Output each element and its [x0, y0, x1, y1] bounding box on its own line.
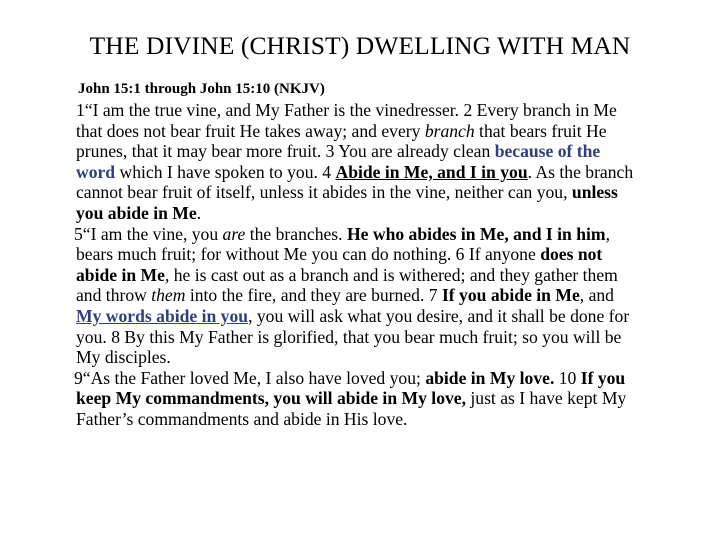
- emphasized-text: keep My commandments, you will abide in My love,: [76, 388, 466, 409]
- verse-line: [76, 327, 716, 348]
- verse-text: , he is cast out as a branch and is withered; and they gather them: [164, 264, 618, 285]
- verse-text: Father’s commandments and abide in His love.: [76, 408, 408, 429]
- verse-text: My disciples.: [76, 347, 171, 368]
- verse-text: 5“I am the vine, you: [74, 223, 223, 244]
- verse-text: 1“I am the true vine, and My Father is the vinedresser. 2 Every branch in Me: [76, 100, 617, 120]
- emphasized-text: abide in My love.: [425, 367, 555, 388]
- verse-line: [76, 265, 716, 286]
- verse-line: [76, 388, 716, 409]
- italic-text: branch: [424, 120, 475, 141]
- verse-line: [76, 285, 716, 306]
- verse-text: 9“As the Father loved Me, I also have loved you;: [74, 367, 426, 388]
- verse-text: that does not bear fruit He takes away; and every: [76, 120, 425, 141]
- verse-line: [76, 306, 716, 327]
- italic-text: them: [151, 285, 186, 306]
- verse-line: [76, 121, 716, 142]
- emphasized-text: abide in Me: [76, 264, 165, 285]
- emphasized-text: If you: [580, 367, 626, 388]
- verse-text: into the fire, and they are burned. 7: [185, 285, 442, 306]
- verse-text: cannot bear fruit of itself, unless it abides in the vine, neither can you,: [76, 182, 572, 203]
- verse-line: [76, 182, 716, 203]
- verse-line: [76, 141, 716, 162]
- verse-text: which I have spoken to you. 4: [115, 161, 336, 182]
- verse-line: [76, 244, 716, 265]
- highlighted-text: because of the: [494, 141, 601, 162]
- verse-text: ,: [605, 223, 610, 244]
- verse-line: [76, 347, 716, 368]
- verse-text: 10: [554, 367, 581, 388]
- emphasized-text: does not: [540, 244, 603, 265]
- verse-line: [76, 203, 716, 224]
- highlighted-text: word: [76, 161, 116, 182]
- verse-line: [74, 224, 716, 245]
- emphasized-text: you abide in Me: [76, 202, 197, 223]
- emphasized-text: Abide in Me, and I in you: [335, 161, 528, 182]
- verse-text: , and: [579, 285, 614, 306]
- emphasized-text: unless: [571, 182, 618, 203]
- scripture-body: [76, 100, 716, 430]
- emphasized-text: He who abides in Me, and I in him: [346, 223, 606, 244]
- verse-text: just as I have kept My: [466, 388, 627, 409]
- verse-text: , you will ask what you desire, and it shall be done for: [248, 305, 630, 326]
- verse-text: . As the branch: [527, 161, 634, 182]
- scripture-reference: John 15:1 through John 15:10 (NKJV): [78, 81, 325, 97]
- verse-line: [76, 162, 716, 183]
- verse-line: [76, 100, 716, 121]
- verse-line: [74, 368, 716, 389]
- verse-text: and throw: [76, 285, 152, 306]
- italic-text: are: [222, 223, 246, 244]
- verse-text: prunes, that it may bear more fruit. 3 You are already clean: [76, 141, 495, 162]
- verse-text: bears much fruit; for without Me you can do nothing. 6 If anyone: [76, 244, 541, 265]
- verse-text: the branches.: [245, 223, 347, 244]
- verse-line: [76, 409, 716, 430]
- highlighted-underlined-text: My words abide in you: [76, 305, 249, 326]
- slide-title: THE DIVINE (CHRIST) DWELLING WITH MAN: [89, 31, 631, 60]
- emphasized-text: If you abide in Me: [441, 285, 580, 306]
- verse-text: .: [196, 202, 202, 223]
- verse-text: you. 8 By this My Father is glorified, that you bear much fruit; so you will be: [76, 326, 622, 347]
- verse-text: that bears fruit He: [474, 120, 607, 141]
